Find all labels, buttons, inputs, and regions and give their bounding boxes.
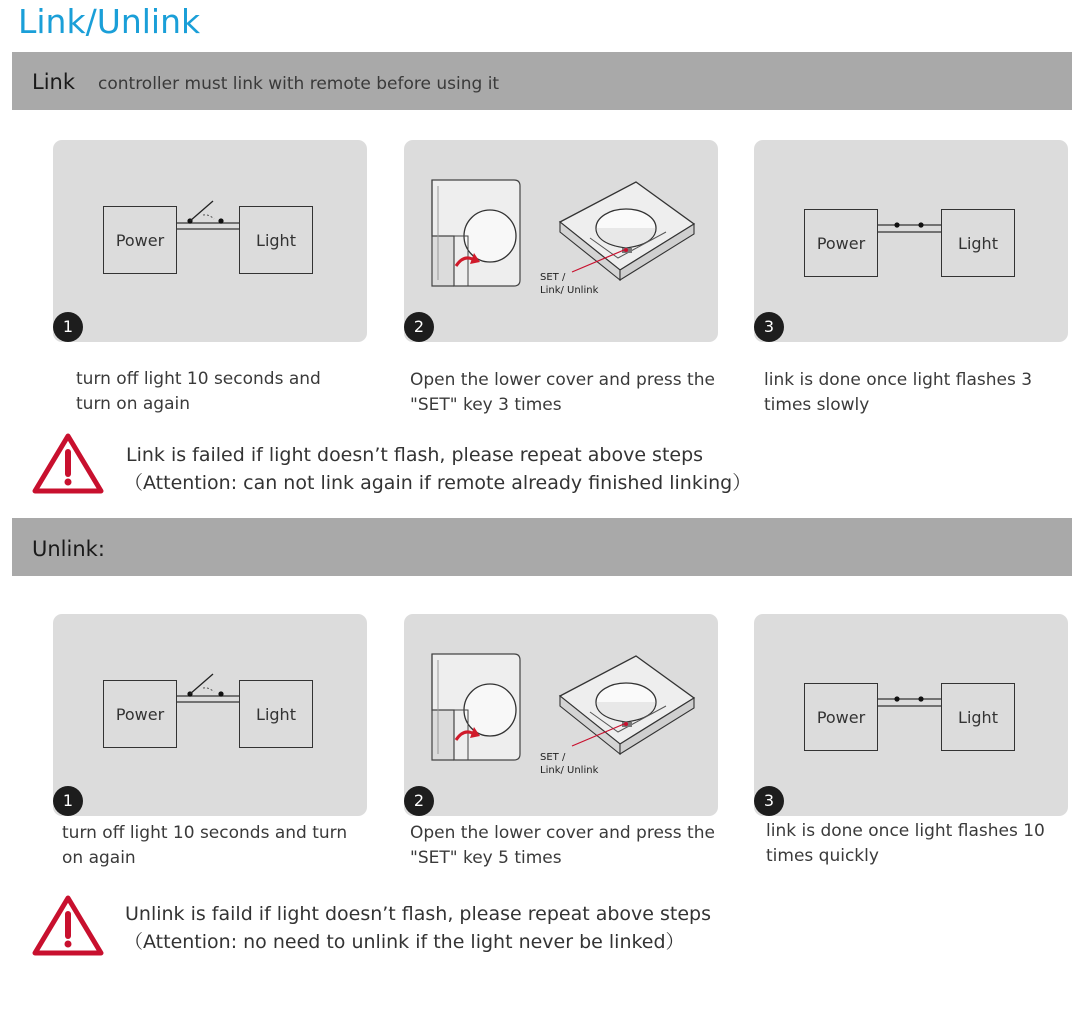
link-unlink-label: Link/ Unlink: [540, 765, 599, 776]
unlink-step-2-text: Open the lower cover and press the "SET" key 5 times: [410, 823, 715, 868]
link-attention-text: （Attention: can not link again if remote already finished linking）: [124, 472, 752, 494]
link-step-2-text: Open the lower cover and press the "SET" key 3 times: [410, 370, 715, 415]
power-box: Power: [804, 683, 878, 751]
step-badge: 1: [53, 312, 83, 342]
step-badge: 2: [404, 312, 434, 342]
light-box: Light: [941, 209, 1015, 277]
unlink-section-title: Unlink:: [32, 537, 105, 561]
light-box: Light: [239, 206, 313, 274]
set-label: SET /: [540, 752, 566, 763]
link-step-2-panel: [404, 140, 718, 342]
switch-closed-icon: [754, 614, 1068, 816]
step-badge: 3: [754, 312, 784, 342]
link-step-3-panel: [754, 140, 1068, 342]
unlink-section-header: [12, 518, 1072, 576]
step-badge: 2: [404, 786, 434, 816]
step-badge: 3: [754, 786, 784, 816]
remote-device-icon: [404, 614, 718, 816]
remote-device-icon: [404, 140, 718, 342]
link-section-header: [12, 52, 1072, 110]
light-box: Light: [239, 680, 313, 748]
power-box: Power: [103, 680, 177, 748]
unlink-warning-text: Unlink is faild if light doesn’t flash, please repeat above steps: [125, 903, 711, 925]
warning-triangle-icon: [32, 432, 104, 494]
unlink-step-2-panel: [404, 614, 718, 816]
switch-open-icon: [53, 614, 367, 816]
link-unlink-label: Link/ Unlink: [540, 285, 599, 296]
link-warning-text: Link is failed if light doesn’t flash, please repeat above steps: [126, 444, 704, 466]
unlink-step-3-text: link is done once light flashes 10 times quickly: [766, 821, 1045, 866]
power-box: Power: [103, 206, 177, 274]
unlink-step-1-panel: [53, 614, 367, 816]
link-section-title: Link: [32, 70, 76, 94]
link-step-3-text: link is done once light flashes 3 times slowly: [764, 370, 1033, 415]
light-box: Light: [941, 683, 1015, 751]
set-label: SET /: [540, 272, 566, 283]
unlink-attention-text: （Attention: no need to unlink if the light never be linked）: [124, 931, 685, 953]
power-box: Power: [804, 209, 878, 277]
link-section-subtitle: controller must link with remote before using it: [98, 74, 500, 94]
warning-triangle-icon: [32, 894, 104, 956]
link-step-1-panel: [53, 140, 367, 342]
link-step-1-text: turn off light 10 seconds and turn on again: [76, 369, 321, 414]
unlink-step-3-panel: [754, 614, 1068, 816]
switch-open-icon: [53, 140, 367, 342]
page-title: Link/Unlink: [18, 2, 201, 41]
unlink-step-1-text: turn off light 10 seconds and turn on again: [62, 823, 348, 868]
switch-closed-icon: [754, 140, 1068, 342]
step-badge: 1: [53, 786, 83, 816]
